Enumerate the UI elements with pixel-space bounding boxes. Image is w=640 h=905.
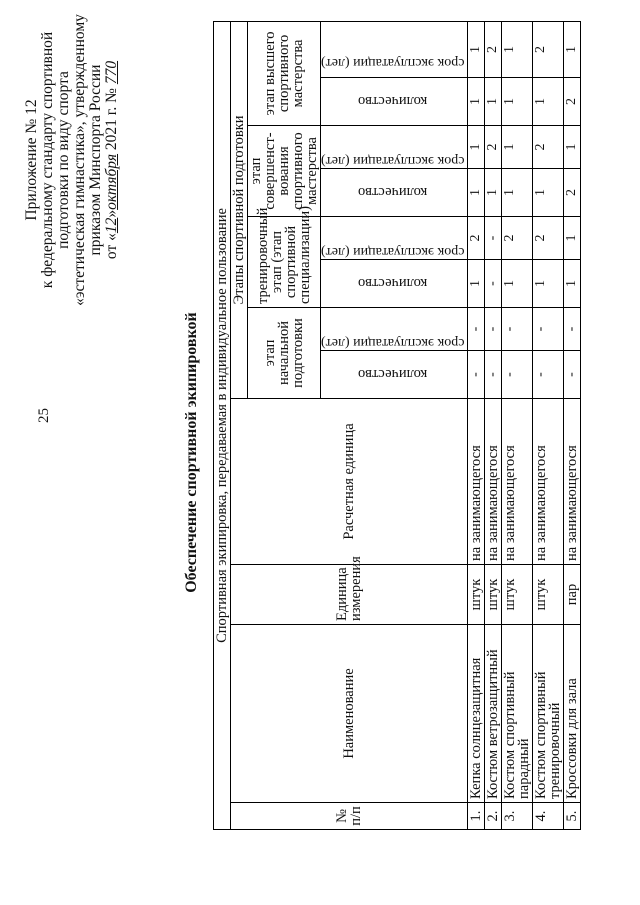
unit-cell: штук xyxy=(533,565,564,625)
item-name: Костюм спортивный тренировочный xyxy=(533,625,564,803)
value-cell: 2 xyxy=(485,126,502,169)
unit-cell: штук xyxy=(468,565,485,625)
calc-unit-cell: на занимающегося xyxy=(564,399,581,565)
value-cell: 1 xyxy=(502,78,533,126)
stages-header: Этапы спортивной подготовки xyxy=(231,21,248,398)
table-row xyxy=(502,21,533,829)
value-cell: 2 xyxy=(485,21,502,77)
value-cell: 1 xyxy=(468,78,485,126)
col-calc-header: Расчетная единица xyxy=(231,399,468,565)
qty-subheader: количество xyxy=(358,93,428,110)
value-cell: 1 xyxy=(502,169,533,217)
stage-header: тренировочный этап (этап спортивной специализации) xyxy=(248,217,321,308)
item-name: Кепка солнцезащитная xyxy=(468,625,485,803)
order-date-line xyxy=(104,0,120,325)
qty-subheader: количество xyxy=(358,275,428,292)
value-cell: - xyxy=(502,308,533,351)
appendix-line: приказом Минспорта России xyxy=(87,64,104,256)
row-number: 2. xyxy=(485,803,502,830)
calc-unit-cell: на занимающегося xyxy=(468,399,485,565)
stage-header: этап совершенст-вования спортивного мастерства xyxy=(248,126,321,217)
term-subheader: срок эксплуатации (лет) xyxy=(321,244,465,259)
value-cell: 2 xyxy=(468,217,485,260)
value-cell: 2 xyxy=(533,21,564,77)
value-cell: 1 xyxy=(564,21,581,77)
appendix-line: «эстетическая гимнастика», утвержденному xyxy=(71,14,88,306)
value-cell: 2 xyxy=(564,169,581,217)
calc-unit-cell: на занимающегося xyxy=(533,399,564,565)
value-cell: 1 xyxy=(485,78,502,126)
col-unit-header: Единица измерения xyxy=(231,565,468,625)
value-cell: - xyxy=(533,351,564,399)
col-no-header: № п/п xyxy=(231,803,468,830)
unit-cell: пар xyxy=(564,565,581,625)
item-name: Кроссовки для зала xyxy=(564,625,581,803)
value-cell: 1 xyxy=(468,260,485,308)
value-cell: 2 xyxy=(533,126,564,169)
value-cell: - xyxy=(485,217,502,260)
calc-unit-cell: на занимающегося xyxy=(485,399,502,565)
value-cell: - xyxy=(533,308,564,351)
date-month: октября xyxy=(103,153,120,210)
value-cell: - xyxy=(485,260,502,308)
value-cell: 1 xyxy=(564,126,581,169)
value-cell: 1 xyxy=(468,21,485,77)
row-number: 1. xyxy=(468,803,485,830)
value-cell: 1 xyxy=(468,169,485,217)
appendix-title: Приложение № 12 xyxy=(23,99,40,221)
top-header: Спортивная экипировка, передаваемая в индивидуальное пользование xyxy=(214,21,231,829)
unit-cell: штук xyxy=(485,565,502,625)
col-name-header: Наименование xyxy=(231,625,468,803)
appendix-line: подготовки по виду спорта xyxy=(55,71,72,249)
term-subheader: срок эксплуатации (лет) xyxy=(321,335,465,350)
value-cell: 1 xyxy=(533,169,564,217)
value-cell: 1 xyxy=(533,260,564,308)
date-year: 2021 г. № xyxy=(103,84,120,154)
value-cell: 1 xyxy=(502,260,533,308)
date-day: 12 xyxy=(103,217,120,234)
term-subheader: срок эксплуатации (лет) xyxy=(321,153,465,168)
appendix-line: к федеральному стандарту спортивной xyxy=(39,31,56,289)
value-cell: - xyxy=(485,308,502,351)
value-cell: - xyxy=(564,351,581,399)
date-mid: » xyxy=(103,209,120,218)
table-row xyxy=(485,21,502,829)
value-cell: 2 xyxy=(533,217,564,260)
value-cell: - xyxy=(468,351,485,399)
stage-header: этап высшего спортивного мастерства xyxy=(248,21,321,125)
row-number: 5. xyxy=(564,803,581,830)
value-cell: 1 xyxy=(564,217,581,260)
equipment-table xyxy=(213,21,581,830)
term-subheader: срок эксплуатации (лет) xyxy=(321,55,465,71)
row-number: 4. xyxy=(533,803,564,830)
page-number: 25 xyxy=(36,408,52,423)
value-cell: 1 xyxy=(564,260,581,308)
order-number: 770 xyxy=(103,60,120,85)
value-cell: - xyxy=(564,308,581,351)
row-number: 3. xyxy=(502,803,533,830)
table-row xyxy=(533,21,564,829)
value-cell: - xyxy=(485,351,502,399)
item-name: Костюм ветрозащитный xyxy=(485,625,502,803)
table-row xyxy=(564,21,581,829)
value-cell: 1 xyxy=(533,78,564,126)
value-cell: 1 xyxy=(502,21,533,77)
table-row xyxy=(468,21,485,829)
value-cell: 1 xyxy=(485,169,502,217)
value-cell: 1 xyxy=(468,126,485,169)
calc-unit-cell: на занимающегося xyxy=(502,399,533,565)
appendix-header xyxy=(24,0,120,325)
value-cell: 2 xyxy=(564,78,581,126)
value-cell: - xyxy=(502,351,533,399)
value-cell: 2 xyxy=(502,217,533,260)
date-prefix: от « xyxy=(103,233,120,260)
qty-subheader: количество xyxy=(358,366,428,383)
qty-subheader: количество xyxy=(358,184,428,201)
value-cell: - xyxy=(468,308,485,351)
item-name: Костюм спортивный парадный xyxy=(502,625,533,803)
unit-cell: штук xyxy=(502,565,533,625)
value-cell: 1 xyxy=(502,126,533,169)
section-title: Обеспечение спортивной экипировкой xyxy=(183,312,200,593)
stage-header: этап начальной подготовки xyxy=(248,308,321,399)
